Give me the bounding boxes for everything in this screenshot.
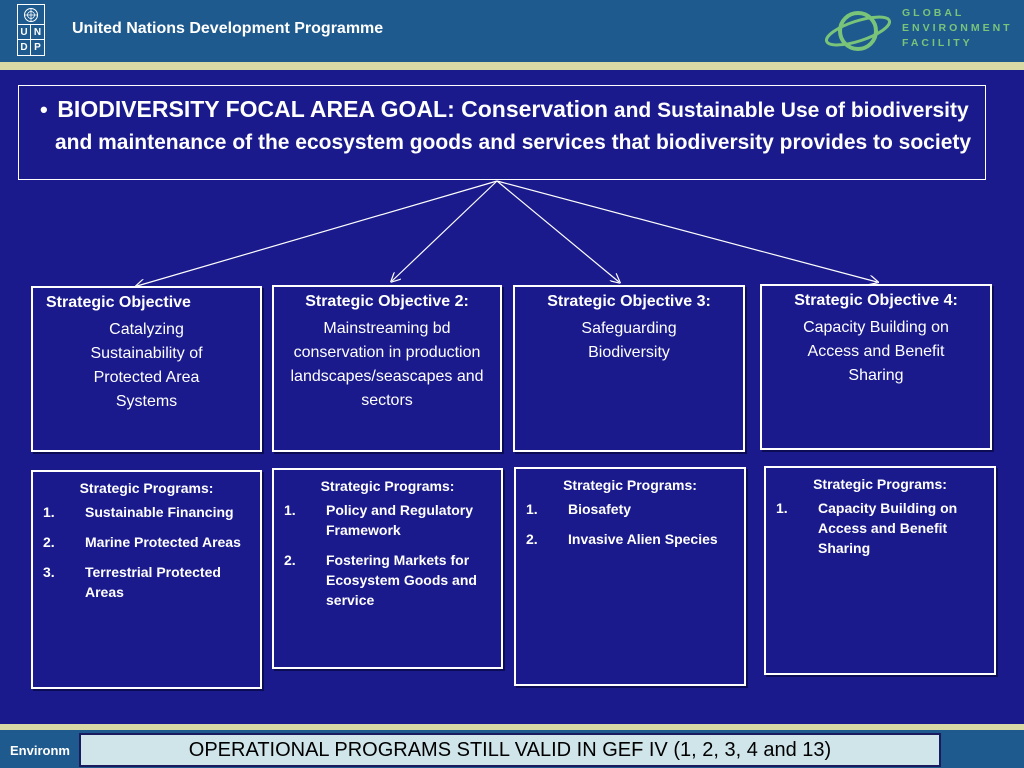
list-text: Capacity Building on Access and Benefit Sharing — [818, 500, 958, 556]
goal-description: and Sustainable Use of biodiversity and maintenance of the ecosystem goods and services that biodiversity provides to society — [54, 99, 972, 154]
list-number: 2. — [526, 531, 538, 547]
objective-description: Safeguarding Biodiversity — [581, 320, 677, 361]
list-number: 3. — [43, 564, 55, 580]
objective-description: Mainstreaming bd conservation in production landscapes/seascapes and sectors — [290, 320, 484, 409]
programs-title: Strategic Programs: — [563, 477, 697, 493]
programs-list — [516, 499, 744, 549]
programs-box — [514, 467, 746, 686]
programs-box — [764, 466, 996, 675]
objective-title: Strategic Objective 2: — [305, 293, 469, 310]
bullet: • — [40, 97, 48, 122]
undp-letter: N — [31, 25, 44, 40]
list-number: 1. — [43, 504, 55, 520]
list-item — [33, 502, 260, 522]
objective-title: Strategic Objective 4: — [794, 292, 958, 309]
list-text: Fostering Markets for Ecosystem Goods and service — [326, 552, 477, 608]
list-item — [766, 498, 994, 558]
arrow-to-objective-1 — [137, 181, 497, 286]
objective-box — [513, 285, 745, 452]
objective-title: Strategic Objective 3: — [547, 293, 711, 310]
gef-line: FACILITY — [902, 37, 973, 49]
programs-list — [33, 502, 260, 602]
list-text: Terrestrial Protected Areas — [85, 564, 221, 600]
footer-text: Environm — [10, 743, 70, 758]
list-item — [274, 550, 501, 610]
programs-box — [272, 468, 503, 669]
list-number: 2. — [43, 534, 55, 550]
objective-description: Catalyzing Sustainability of Protected Area Systems — [90, 321, 203, 410]
undp-letter: D — [18, 40, 31, 55]
list-number: 1. — [526, 501, 538, 517]
objective-box — [31, 286, 262, 452]
programs-list — [766, 498, 994, 558]
list-text: Biosafety — [568, 501, 632, 517]
programs-title: Strategic Programs: — [79, 480, 214, 496]
objective-box — [760, 284, 992, 450]
list-item — [33, 532, 260, 552]
list-text: Invasive Alien Species — [568, 531, 718, 547]
list-text: Policy and Regulatory Framework — [326, 502, 474, 538]
programs-title: Strategic Programs: — [320, 478, 455, 494]
programs-list — [274, 500, 501, 610]
objective-description: Capacity Building on Access and Benefit Sharing — [803, 319, 949, 384]
programs-title: Strategic Programs: — [813, 476, 947, 492]
organization-name: United Nations Development Programme — [72, 20, 384, 37]
list-text: Marine Protected Areas — [85, 534, 241, 550]
gef-line: ENVIRONMENT — [902, 22, 1013, 34]
operational-programs-banner: OPERATIONAL PROGRAMS STILL VALID IN GEF IV (1, 2, 3, 4 and 13) — [79, 733, 941, 767]
list-item — [516, 499, 744, 519]
arrow-to-objective-4 — [497, 181, 877, 282]
goal-heading: BIODIVERSITY FOCAL AREA GOAL: Conservation — [57, 96, 609, 122]
undp-letter: P — [34, 42, 41, 53]
list-number: 1. — [284, 502, 296, 518]
arrow-to-objective-3 — [497, 181, 619, 282]
programs-box — [31, 470, 262, 689]
undp-letter: U — [18, 25, 31, 40]
objective-title: Strategic Objective — [46, 294, 191, 311]
list-item — [33, 562, 260, 602]
list-item — [516, 529, 744, 549]
objective-box — [272, 285, 502, 452]
list-item — [274, 500, 501, 540]
gef-line: GLOBAL — [902, 7, 965, 19]
list-text: Sustainable Financing — [85, 504, 234, 520]
list-number: 2. — [284, 552, 296, 568]
list-number: 1. — [776, 500, 788, 516]
